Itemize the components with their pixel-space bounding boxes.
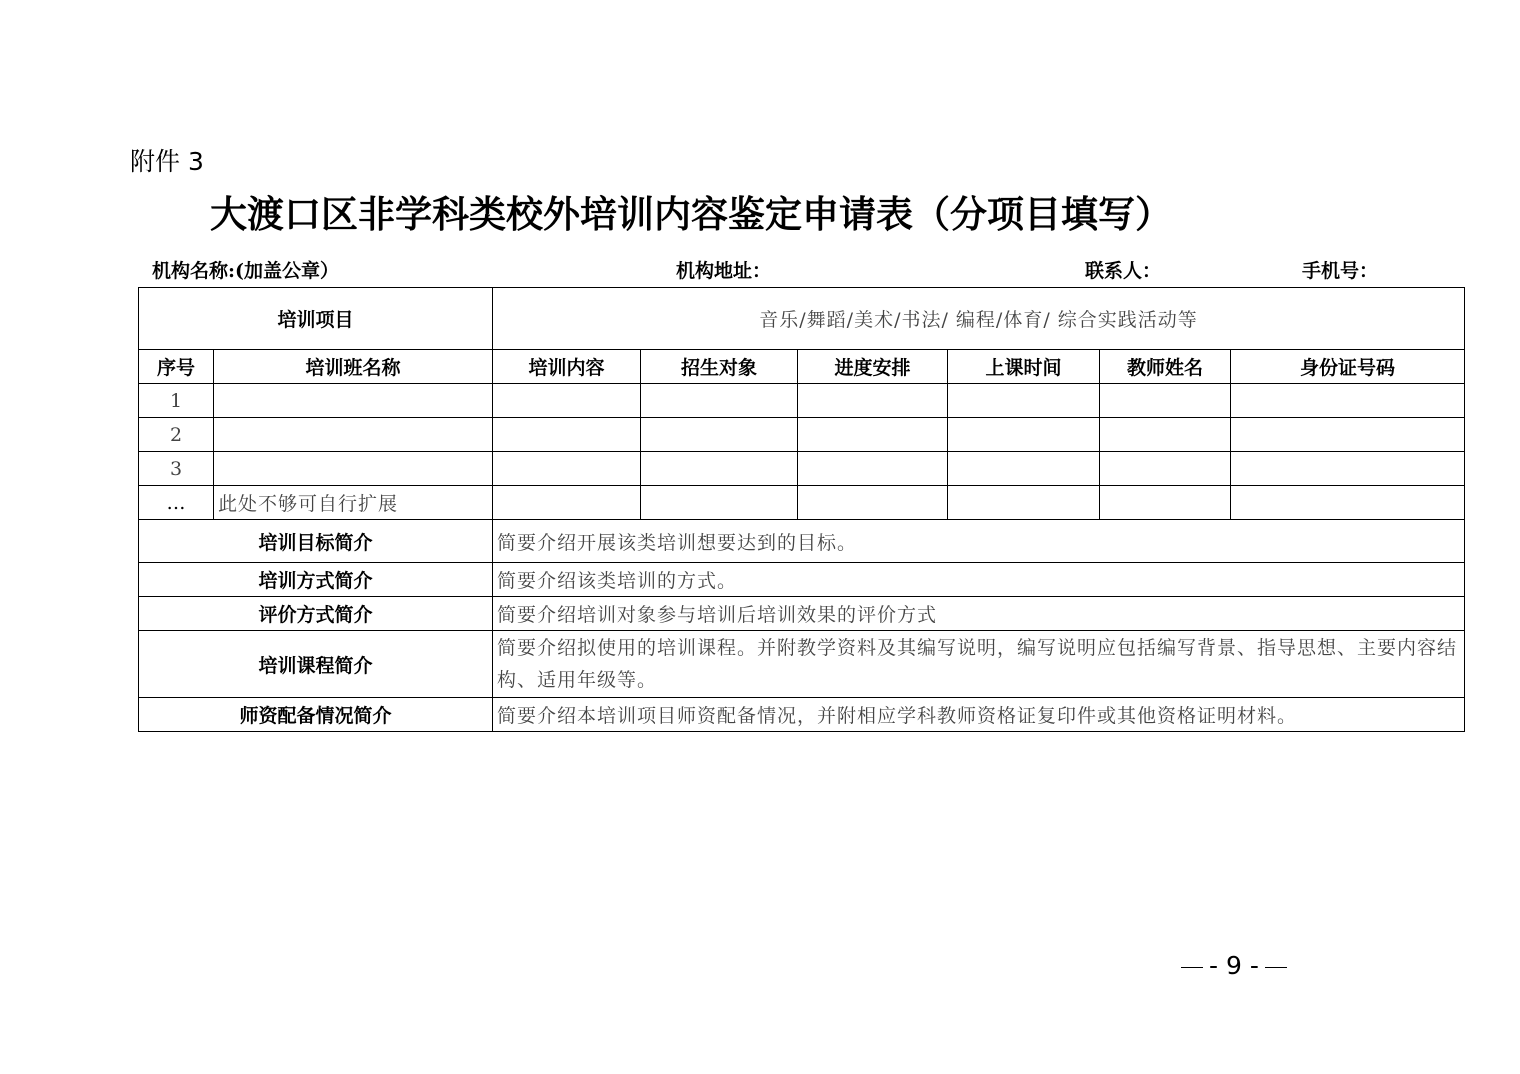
column-header-target: 招生对象 <box>641 350 798 384</box>
goal-label: 培训目标简介 <box>139 520 493 563</box>
class-name-cell[interactable] <box>214 384 493 418</box>
id-number-cell[interactable] <box>1231 452 1465 486</box>
table-row <box>139 452 1465 486</box>
evaluation-row <box>139 597 1465 631</box>
schedule-cell[interactable] <box>798 452 948 486</box>
application-form-table <box>138 287 1465 732</box>
id-number-cell[interactable] <box>1231 418 1465 452</box>
teacher-name-cell[interactable] <box>1100 452 1231 486</box>
training-project-row <box>139 288 1465 350</box>
org-name-label: 机构名称:(加盖公章） <box>152 260 340 282</box>
target-cell[interactable] <box>641 452 798 486</box>
class-time-cell[interactable] <box>948 384 1100 418</box>
class-name-cell[interactable] <box>214 452 493 486</box>
row-number: 1 <box>139 384 214 418</box>
column-header-id-number: 身份证号码 <box>1231 350 1465 384</box>
row-number: 3 <box>139 452 214 486</box>
goal-text[interactable]: 简要介绍开展该类培训想要达到的目标。 <box>493 520 1465 563</box>
phone-label: 手机号： <box>1302 260 1379 282</box>
table-row <box>139 418 1465 452</box>
target-cell[interactable] <box>641 418 798 452</box>
method-text[interactable]: 简要介绍该类培训的方式。 <box>493 563 1465 597</box>
content-cell[interactable] <box>493 384 641 418</box>
attachment-label: 附件 3 <box>130 147 204 176</box>
class-time-cell[interactable] <box>948 452 1100 486</box>
column-header-class-time: 上课时间 <box>948 350 1100 384</box>
content-cell[interactable] <box>493 452 641 486</box>
training-project-label: 培训项目 <box>139 288 493 350</box>
target-cell[interactable] <box>641 486 798 520</box>
course-text[interactable]: 简要介绍拟使用的培训课程。并附教学资料及其编写说明，编写说明应包括编写背景、指导思想、主要内容结构、适用年级等。 <box>493 631 1465 698</box>
target-cell[interactable] <box>641 384 798 418</box>
teacher-label: 师资配备情况简介 <box>139 698 493 732</box>
column-header-no: 序号 <box>139 350 214 384</box>
content-cell[interactable] <box>493 486 641 520</box>
column-header-class-name: 培训班名称 <box>214 350 493 384</box>
contact-label: 联系人： <box>1085 260 1162 282</box>
class-name-cell[interactable] <box>214 418 493 452</box>
column-header-teacher-name: 教师姓名 <box>1100 350 1231 384</box>
evaluation-label: 评价方式简介 <box>139 597 493 631</box>
schedule-cell[interactable] <box>798 486 948 520</box>
schedule-cell[interactable] <box>798 384 948 418</box>
training-project-value[interactable]: 音乐/舞蹈/美术/书法/ 编程/体育/ 综合实践活动等 <box>493 288 1465 350</box>
teacher-name-cell[interactable] <box>1100 418 1231 452</box>
org-address-label: 机构地址： <box>676 260 772 282</box>
table-header-row <box>139 350 1465 384</box>
content-cell[interactable] <box>493 418 641 452</box>
page-number: - 9 - <box>1209 951 1259 980</box>
column-header-content: 培训内容 <box>493 350 641 384</box>
row-number: … <box>139 486 214 520</box>
goal-row <box>139 520 1465 563</box>
method-label: 培训方式简介 <box>139 563 493 597</box>
page-title: 大渡口区非学科类校外培训内容鉴定申请表（分项目填写） <box>210 192 1172 236</box>
teacher-name-cell[interactable] <box>1100 486 1231 520</box>
teacher-name-cell[interactable] <box>1100 384 1231 418</box>
teacher-row <box>139 698 1465 732</box>
class-time-cell[interactable] <box>948 486 1100 520</box>
row-number: 2 <box>139 418 214 452</box>
page-footer <box>1175 951 1293 980</box>
id-number-cell[interactable] <box>1231 384 1465 418</box>
course-row <box>139 631 1465 698</box>
schedule-cell[interactable] <box>798 418 948 452</box>
table-row <box>139 384 1465 418</box>
id-number-cell[interactable] <box>1231 486 1465 520</box>
class-name-cell[interactable]: 此处不够可自行扩展 <box>214 486 493 520</box>
column-header-schedule: 进度安排 <box>798 350 948 384</box>
footer-dash-right <box>1265 967 1287 968</box>
evaluation-text[interactable]: 简要介绍培训对象参与培训后培训效果的评价方式 <box>493 597 1465 631</box>
teacher-text[interactable]: 简要介绍本培训项目师资配备情况，并附相应学科教师资格证复印件或其他资格证明材料。 <box>493 698 1465 732</box>
footer-dash-left <box>1181 967 1203 968</box>
course-label: 培训课程简介 <box>139 631 493 698</box>
method-row <box>139 563 1465 597</box>
table-row <box>139 486 1465 520</box>
class-time-cell[interactable] <box>948 418 1100 452</box>
